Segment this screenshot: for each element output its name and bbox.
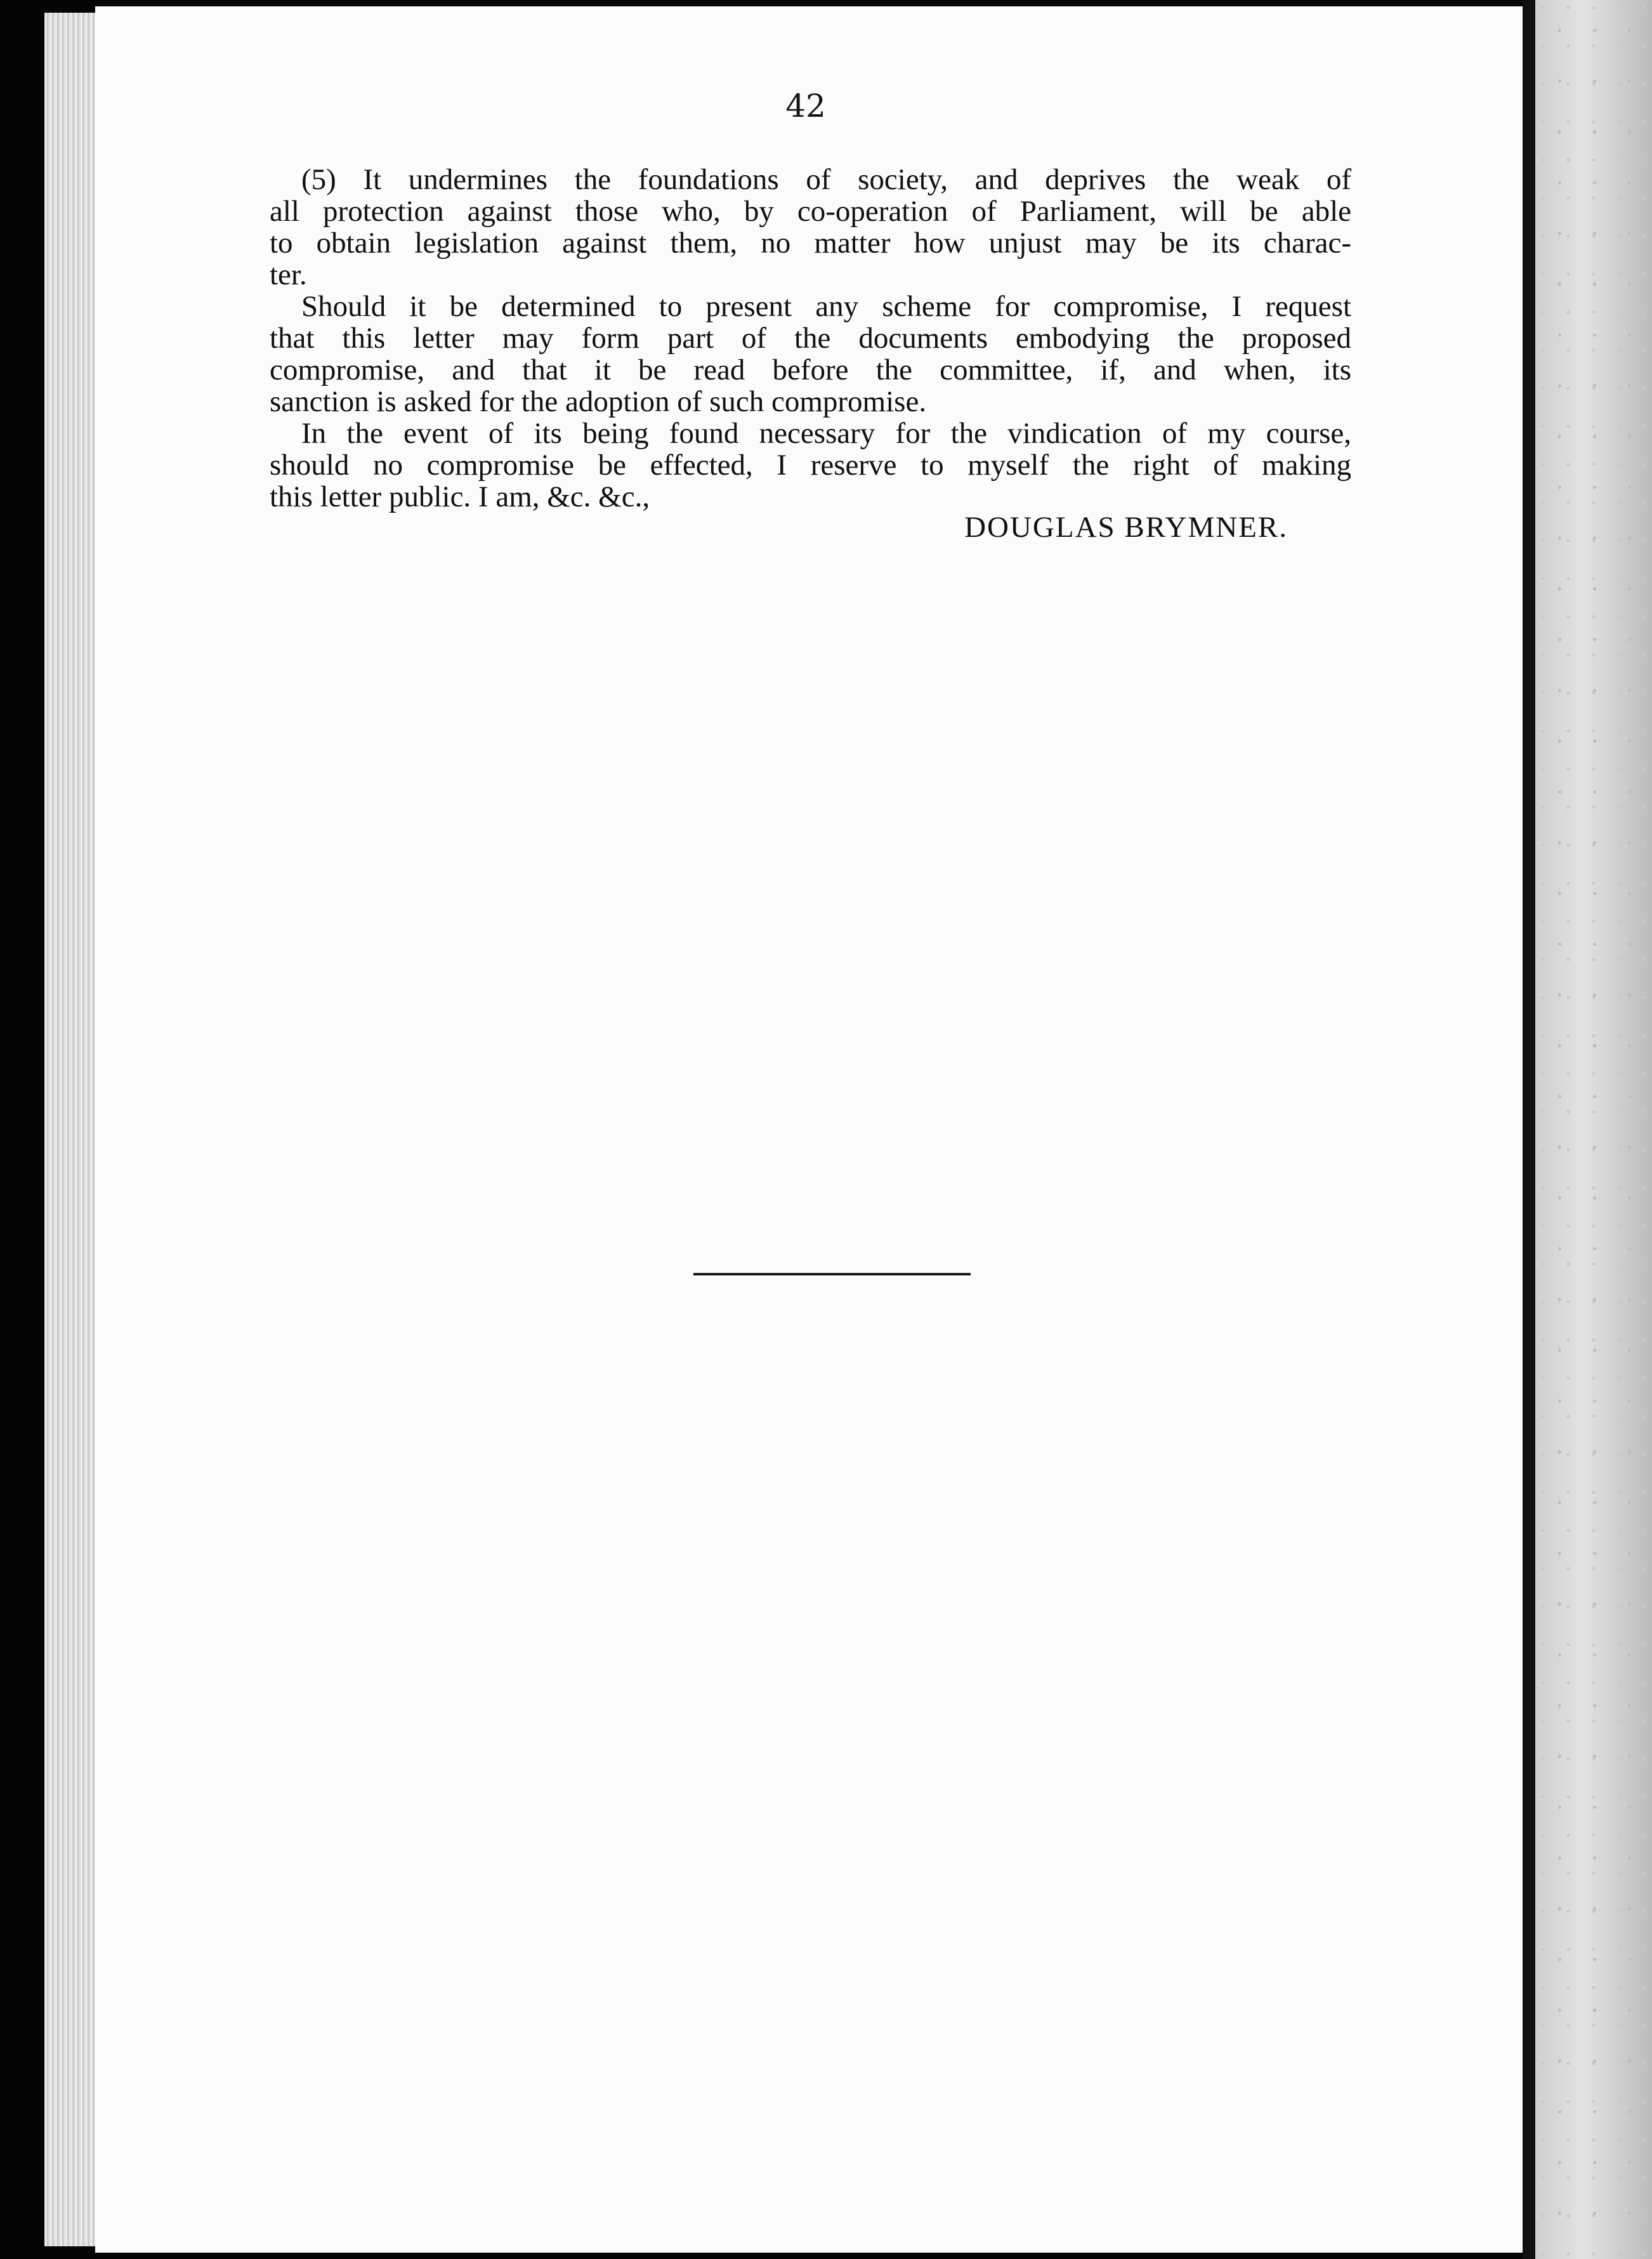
text-line: that this letter may form part of the documents embodying the proposed <box>270 322 1351 355</box>
text-line: compromise, and that it be read before the committee, if, and when, its <box>270 353 1351 386</box>
text-line: ter. <box>270 258 307 291</box>
text-line: sanction is asked for the adoption of such compromise. <box>270 385 927 418</box>
text-line: to obtain legislation against them, no matter how unjust may be its charac- <box>270 227 1351 260</box>
binding-gap <box>1523 0 1535 2259</box>
body-text <box>270 164 1351 544</box>
facing-page-edge <box>1535 0 1652 2259</box>
text-line: should no compromise be effected, I reserve to myself the right of making <box>270 449 1351 482</box>
horizontal-rule <box>693 1273 971 1275</box>
signature: DOUGLAS BRYMNER. <box>964 511 1288 544</box>
closing-salutation: this letter public. I am, &c. &c., <box>270 480 650 513</box>
closing-row <box>270 481 1351 544</box>
text-line: (5) It undermines the foundations of society, and deprives the weak of <box>301 163 1351 196</box>
text-line: all protection against those who, by co-operation of Parliament, will be able <box>270 195 1351 228</box>
page-number: 42 <box>785 88 826 124</box>
text-line: Should it be determined to present any scheme for compromise, I request <box>301 290 1351 323</box>
text-line: In the event of its being found necessary for the vindication of my course, <box>301 417 1351 450</box>
